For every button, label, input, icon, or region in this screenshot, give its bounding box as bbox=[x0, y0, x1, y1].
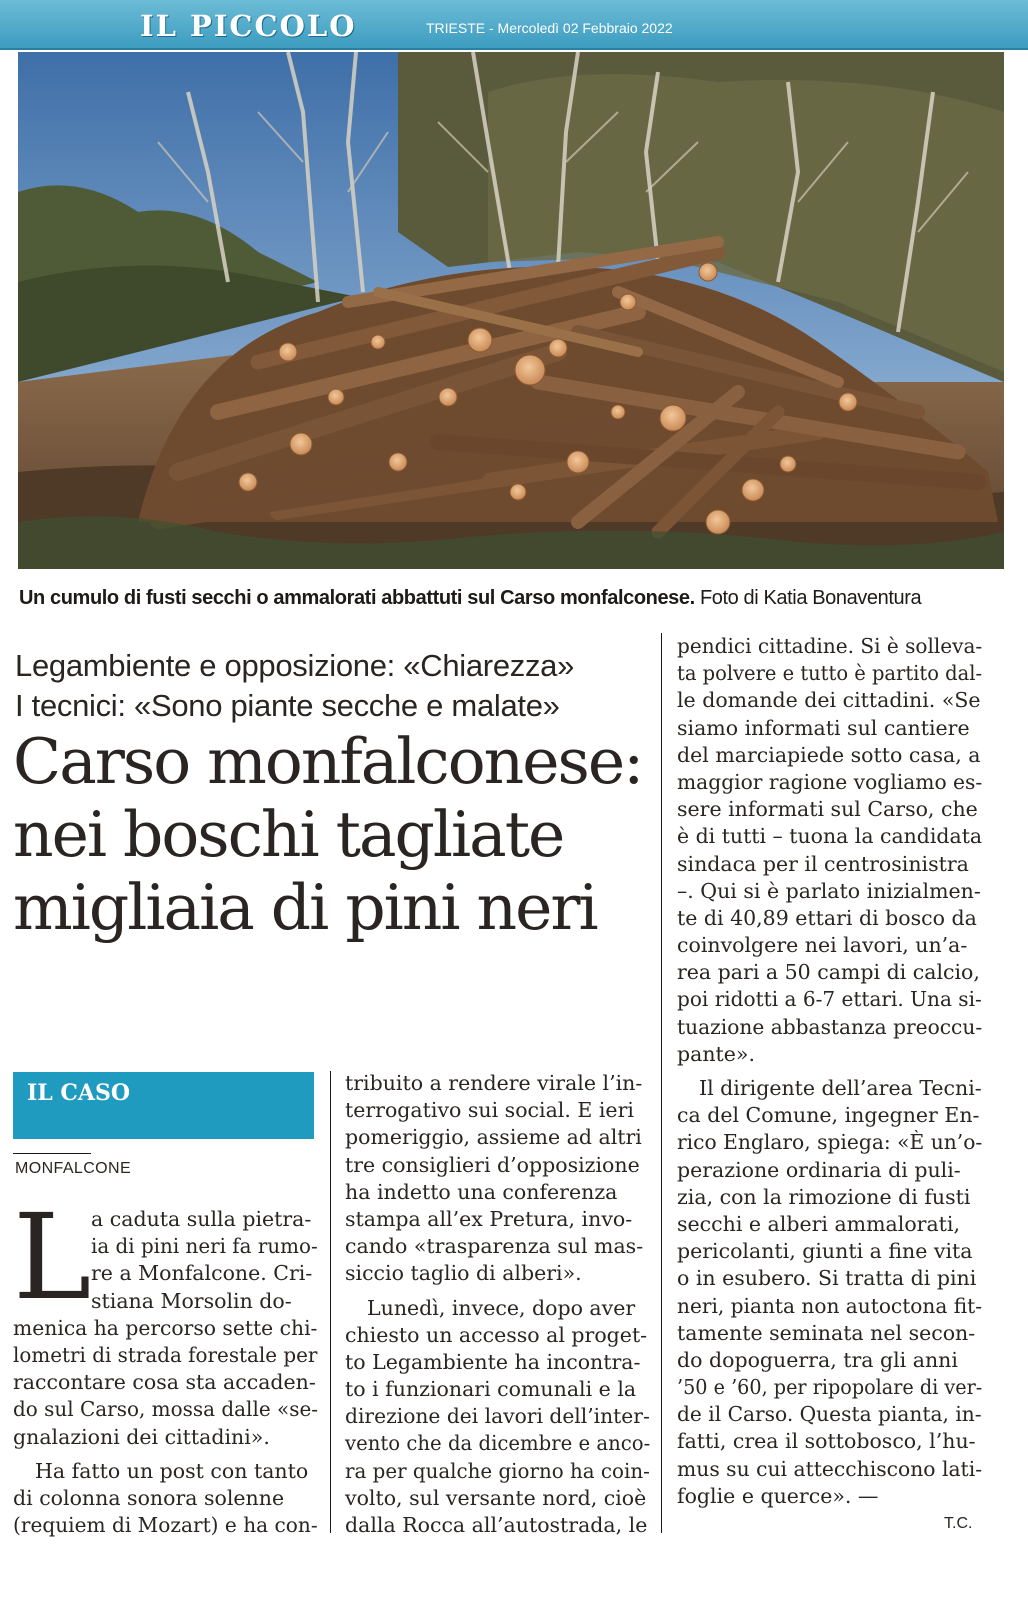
article-line: pendici cittadine. Si è solleva- bbox=[677, 634, 983, 658]
article-line: volto, sul versante nord, cioè bbox=[345, 1485, 647, 1510]
article-line: vento che da dicembre e anco- bbox=[345, 1431, 651, 1456]
article-line: del marciapiede sotto casa, a bbox=[677, 742, 981, 767]
headline-line: nei boschi tagliate bbox=[13, 798, 564, 871]
article-line: siccio taglio di alberi». bbox=[345, 1261, 582, 1286]
article-line: to i funzionari comunali e la bbox=[345, 1377, 637, 1402]
photo-caption bbox=[19, 587, 921, 610]
article-column-1 bbox=[13, 1188, 319, 1539]
masthead-logo: IL PICCOLO bbox=[140, 9, 357, 43]
article-line: ra per qualche giorno ha coin- bbox=[345, 1458, 650, 1483]
header-bar bbox=[0, 0, 1028, 50]
section-label: IL CASO bbox=[27, 1080, 131, 1106]
article-line: foglie e querce». — bbox=[677, 1483, 879, 1508]
article-line: stampa all’ex Pretura, invo- bbox=[345, 1206, 633, 1231]
article-line: tribuito a rendere virale l’in- bbox=[345, 1071, 643, 1095]
article-line: do dopoguerra, tra gli anni bbox=[677, 1347, 958, 1372]
article-line: neri, pianta non autoctona fit- bbox=[677, 1293, 983, 1318]
article-line: mus su cui attecchiscono lati- bbox=[677, 1456, 983, 1481]
photo-credit: Foto di Katia Bonaventura bbox=[699, 587, 922, 609]
article-line: di colonna sonora solenne bbox=[13, 1485, 285, 1510]
article-line: siamo informati sul cantiere bbox=[677, 715, 970, 740]
kicker-line-2: I tecnici: «Sono piante secche e malate» bbox=[15, 688, 560, 723]
article-line: Lunedì, invece, dopo aver bbox=[367, 1295, 636, 1320]
article-line: ia di pini neri fa rumo- bbox=[91, 1234, 318, 1259]
article-line: pomeriggio, assieme ad altri bbox=[345, 1125, 642, 1150]
article-line: Ha fatto un post con tanto bbox=[35, 1458, 309, 1483]
article-line: de il Carso. Questa pianta, in- bbox=[677, 1402, 982, 1427]
article-line: tre consiglieri d’opposizione bbox=[345, 1152, 640, 1177]
article-line: a caduta sulla pietra- bbox=[91, 1207, 312, 1231]
article-line: sere informati sul Carso, che bbox=[677, 797, 978, 822]
article-line: dalla Rocca all’autostrada, le bbox=[345, 1513, 648, 1537]
article-line: sindaca per il centrosinistra bbox=[677, 851, 969, 876]
drop-cap: L bbox=[13, 1188, 92, 1326]
article-line: le domande dei cittadini. «Se bbox=[677, 688, 981, 713]
article-column-2 bbox=[345, 1070, 650, 1539]
article-line: tamente seminata nel secon- bbox=[677, 1320, 976, 1345]
location-label: MONFALCONE bbox=[15, 1160, 132, 1177]
article-line: lometri di strada forestale per bbox=[13, 1342, 318, 1367]
article-line: direzione dei lavori dell’inter- bbox=[345, 1404, 650, 1429]
article-line: raccontare cosa sta accaden- bbox=[13, 1370, 316, 1395]
article-line: re a Monfalcone. Cri- bbox=[91, 1261, 313, 1286]
article-line: pericolanti, giunti a fine vita bbox=[677, 1239, 973, 1264]
article-line: maggior ragione vogliamo es- bbox=[677, 769, 983, 794]
location-rule bbox=[13, 1153, 91, 1154]
article-line: ca del Comune, ingegner En- bbox=[677, 1103, 980, 1128]
article-line: coinvolgere nei lavori, un’a- bbox=[677, 933, 968, 958]
article-line: zia, con la rimozione di fusti bbox=[677, 1184, 971, 1209]
headline-line: migliaia di pini neri bbox=[13, 871, 597, 944]
article-line: rea pari a 50 campi di calcio, bbox=[677, 960, 980, 985]
article-line: secchi e alberi ammalorati, bbox=[677, 1211, 960, 1236]
column-divider bbox=[661, 633, 662, 1533]
article-line: Il dirigente dell’area Tecni- bbox=[699, 1076, 982, 1100]
article-line: o in esubero. Si tratta di pini bbox=[677, 1266, 977, 1291]
dateline: TRIESTE - Mercoledì 02 Febbraio 2022 bbox=[426, 20, 673, 36]
article-line: poi ridotti a 6-7 ettari. Una si- bbox=[677, 987, 982, 1012]
article-line: (requiem di Mozart) e ha con- bbox=[13, 1513, 318, 1538]
article-line: cando «trasparenza sul mas- bbox=[345, 1234, 644, 1259]
author-signature: T.C. bbox=[944, 1515, 973, 1532]
headline bbox=[13, 725, 663, 944]
article-line: gnalazioni dei cittadini». bbox=[13, 1424, 270, 1449]
lead-photo bbox=[18, 52, 1004, 569]
article-line: ta polvere e tutto è partito dal- bbox=[677, 661, 983, 686]
article-line: –. Qui si è parlato inizialmen- bbox=[677, 878, 981, 903]
section-label-box bbox=[13, 1072, 314, 1139]
article-line: ’50 e ’60, per ripopolare di ver- bbox=[677, 1375, 983, 1400]
article-line: stiana Morsolin do- bbox=[91, 1288, 292, 1313]
article-line: ha indetto una conferenza bbox=[345, 1179, 618, 1204]
article-line: rico Englaro, spiega: «È un’o- bbox=[677, 1130, 983, 1155]
article-line: to Legambiente ha incontra- bbox=[345, 1349, 641, 1374]
headline-line: Carso monfalconese: bbox=[13, 725, 643, 798]
kicker-line-1: Legambiente e opposizione: «Chiarezza» bbox=[15, 648, 575, 683]
article-line: do sul Carso, mossa dalle «se- bbox=[13, 1397, 319, 1422]
column-divider bbox=[330, 1071, 331, 1533]
article-line: te di 40,89 ettari di bosco da bbox=[677, 905, 977, 930]
article-line: menica ha percorso sette chi- bbox=[13, 1315, 318, 1340]
article-line: pante». bbox=[677, 1041, 755, 1066]
article-line: fatti, crea il sottobosco, l’hu- bbox=[677, 1429, 976, 1454]
caption-text: Un cumulo di fusti secchi o ammalorati abbattuti sul Carso monfalconese. bbox=[19, 587, 695, 609]
article-line: terrogativo sui social. E ieri bbox=[345, 1098, 634, 1123]
article-line: perazione ordinaria di puli- bbox=[677, 1157, 961, 1182]
article-column-3 bbox=[677, 633, 982, 1510]
article-line: tuazione abbastanza preoccu- bbox=[677, 1014, 983, 1039]
article-line: chiesto un accesso al proget- bbox=[345, 1322, 648, 1347]
article-line: è di tutti – tuona la candidata bbox=[677, 824, 983, 849]
